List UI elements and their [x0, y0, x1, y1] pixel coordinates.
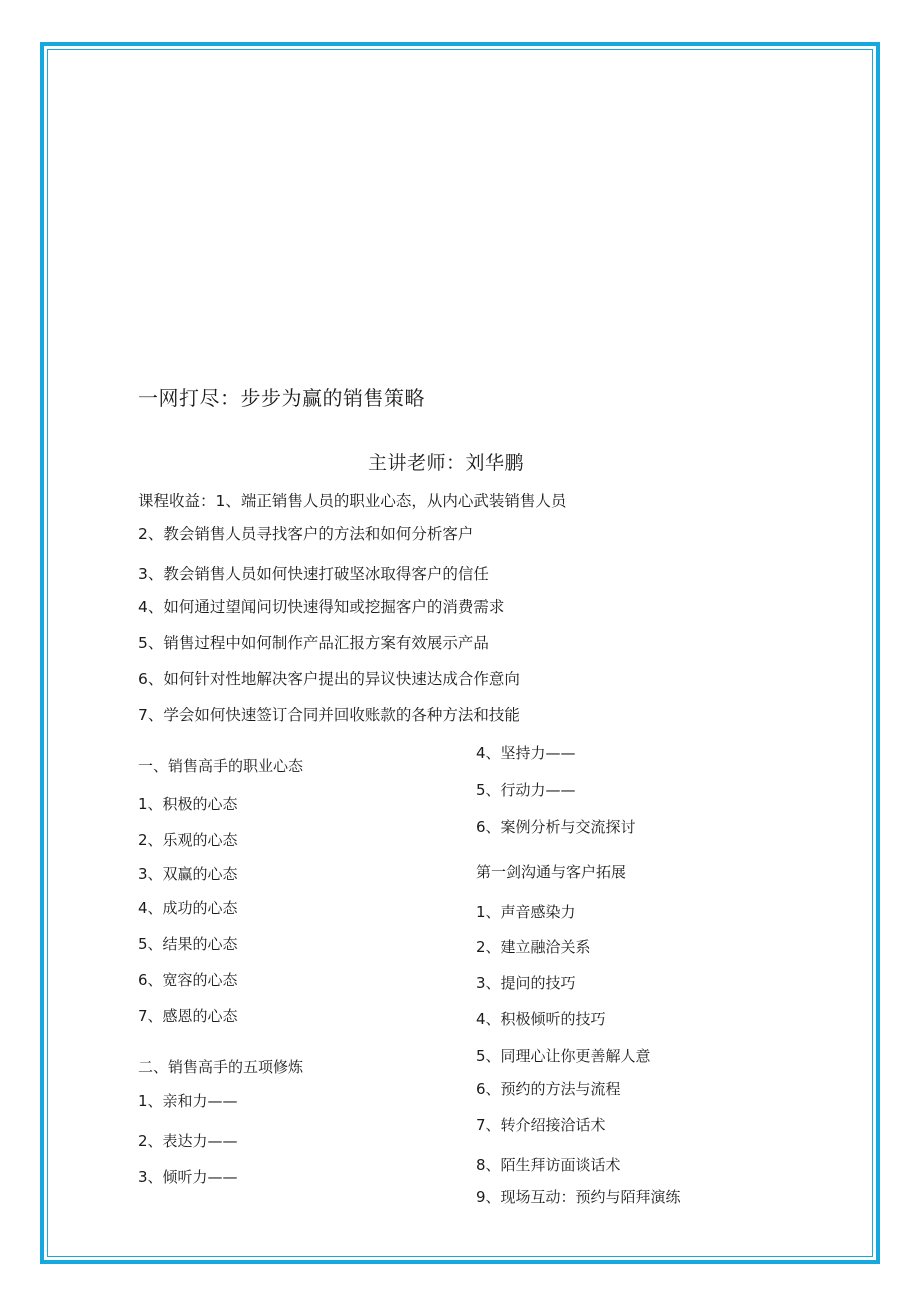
benefit-line: 2、教会销售人员寻找客户的方法和如何分析客户 [138, 525, 474, 543]
list-item: 7、转介绍接洽话术 [476, 1116, 606, 1134]
section-heading-communication: 第一剑沟通与客户拓展 [476, 863, 627, 881]
benefit-line: 4、如何通过望闻问切快速得知或挖掘客户的消费需求 [138, 598, 505, 616]
list-item: 3、提问的技巧 [476, 974, 576, 992]
list-item: 2、表达力—— [138, 1132, 238, 1150]
list-item: 4、坚持力—— [476, 744, 576, 762]
list-item: 1、积极的心态 [138, 795, 238, 813]
lecturer-line: 主讲老师：刘华鹏 [368, 452, 525, 474]
list-item: 9、现场互动：预约与陌拜演练 [476, 1188, 681, 1206]
list-item: 2、建立融洽关系 [476, 938, 591, 956]
benefit-line: 5、销售过程中如何制作产品汇报方案有效展示产品 [138, 634, 489, 652]
list-item: 2、乐观的心态 [138, 831, 238, 849]
list-item: 1、亲和力—— [138, 1092, 238, 1110]
list-item: 6、宽容的心态 [138, 971, 238, 989]
list-item: 5、行动力—— [476, 781, 576, 799]
benefit-line: 6、如何针对性地解决客户提出的异议快速达成合作意向 [138, 670, 520, 688]
benefit-line: 课程收益：1、端正销售人员的职业心态，从内心武装销售人员 [138, 492, 567, 510]
list-item: 7、感恩的心态 [138, 1007, 238, 1025]
list-item: 3、双赢的心态 [138, 865, 238, 883]
benefit-line: 3、教会销售人员如何快速打破坚冰取得客户的信任 [138, 565, 489, 583]
list-item: 6、案例分析与交流探讨 [476, 818, 636, 836]
list-item: 8、陌生拜访面谈话术 [476, 1156, 621, 1174]
list-item: 5、同理心让你更善解人意 [476, 1047, 651, 1065]
benefit-line: 7、学会如何快速签订合同并回收账款的各种方法和技能 [138, 706, 520, 724]
list-item: 4、积极倾听的技巧 [476, 1010, 606, 1028]
document-title: 一网打尽：步步为赢的销售策略 [138, 386, 425, 410]
list-item: 3、倾听力—— [138, 1168, 238, 1186]
list-item: 4、成功的心态 [138, 899, 238, 917]
section-heading-five-skills: 二、销售高手的五项修炼 [138, 1058, 304, 1076]
list-item: 6、预约的方法与流程 [476, 1080, 621, 1098]
list-item: 5、结果的心态 [138, 935, 238, 953]
list-item: 1、声音感染力 [476, 903, 576, 921]
section-heading-mindset: 一、销售高手的职业心态 [138, 757, 304, 775]
